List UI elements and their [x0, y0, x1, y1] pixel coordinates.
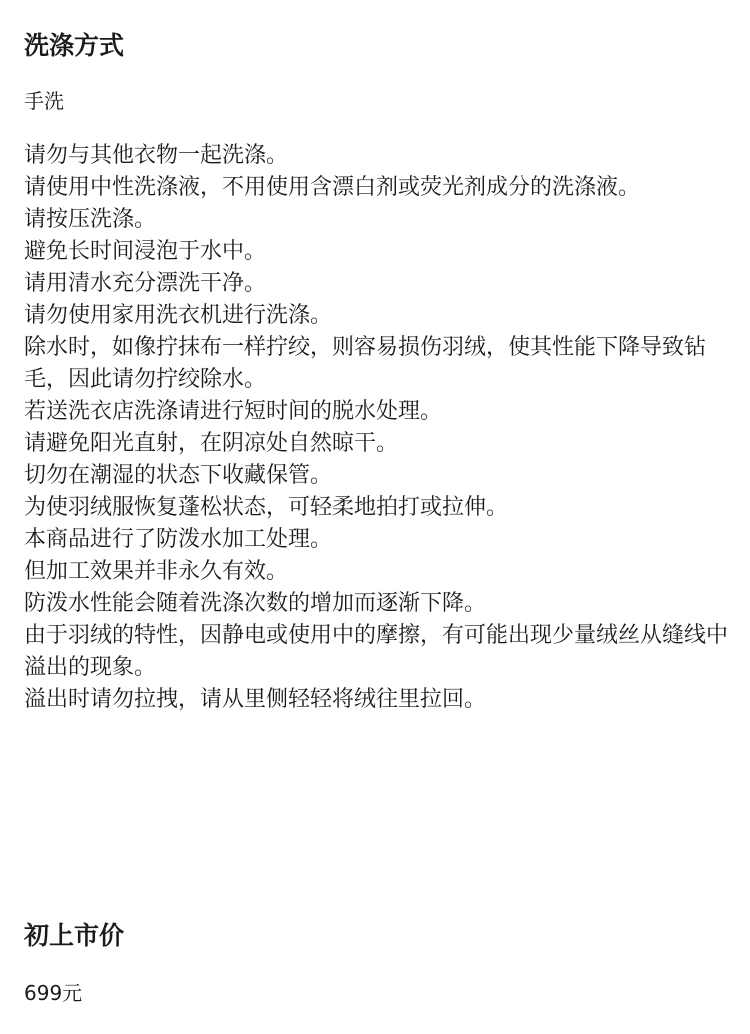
washing-section-title: 洗涤方式: [24, 31, 125, 60]
instruction-item: 为使羽绒服恢复蓬松状态，可轻柔地拍打或拉伸。: [24, 495, 509, 520]
instruction-item: 由于羽绒的特性，因静电或使用中的摩擦，有可能出现少量绒丝从缝线中溢出的现象。: [24, 623, 729, 680]
instruction-item: 请勿使用家用洗衣机进行洗涤。: [24, 303, 333, 328]
instruction-item: 请避免阳光直射，在阴凉处自然晾干。: [24, 431, 399, 456]
instruction-item: 溢出时请勿拉拽，请从里侧轻轻将绒往里拉回。: [24, 687, 487, 712]
instruction-item: 请使用中性洗涤液，不用使用含漂白剂或荧光剂成分的洗涤液。: [24, 175, 641, 200]
instruction-item: 请用清水充分漂洗干净。: [24, 271, 267, 296]
instruction-item: 切勿在潮湿的状态下收藏保管。: [24, 463, 333, 488]
price-section-title: 初上市价: [24, 921, 125, 950]
instruction-item: 本商品进行了防泼水加工处理。: [24, 527, 333, 552]
instruction-item: 请按压洗涤。: [24, 207, 157, 232]
price-value: 699元: [24, 981, 83, 1005]
washing-method: 手洗: [24, 89, 64, 113]
instruction-item: 除水时，如像拧抹布一样拧绞，则容易损伤羽绒，使其性能下降导致钻毛，因此请勿拧绞除水。: [24, 335, 707, 392]
instruction-item: 避免长时间浸泡于水中。: [24, 239, 267, 264]
instruction-item: 若送洗衣店洗涤请进行短时间的脱水处理。: [24, 399, 443, 424]
instruction-item: 防泼水性能会随着洗涤次数的增加而逐渐下降。: [24, 591, 487, 616]
instruction-item: 请勿与其他衣物一起洗涤。: [24, 143, 289, 168]
instruction-item: 但加工效果并非永久有效。: [24, 559, 289, 584]
washing-instructions-list: [24, 140, 729, 716]
